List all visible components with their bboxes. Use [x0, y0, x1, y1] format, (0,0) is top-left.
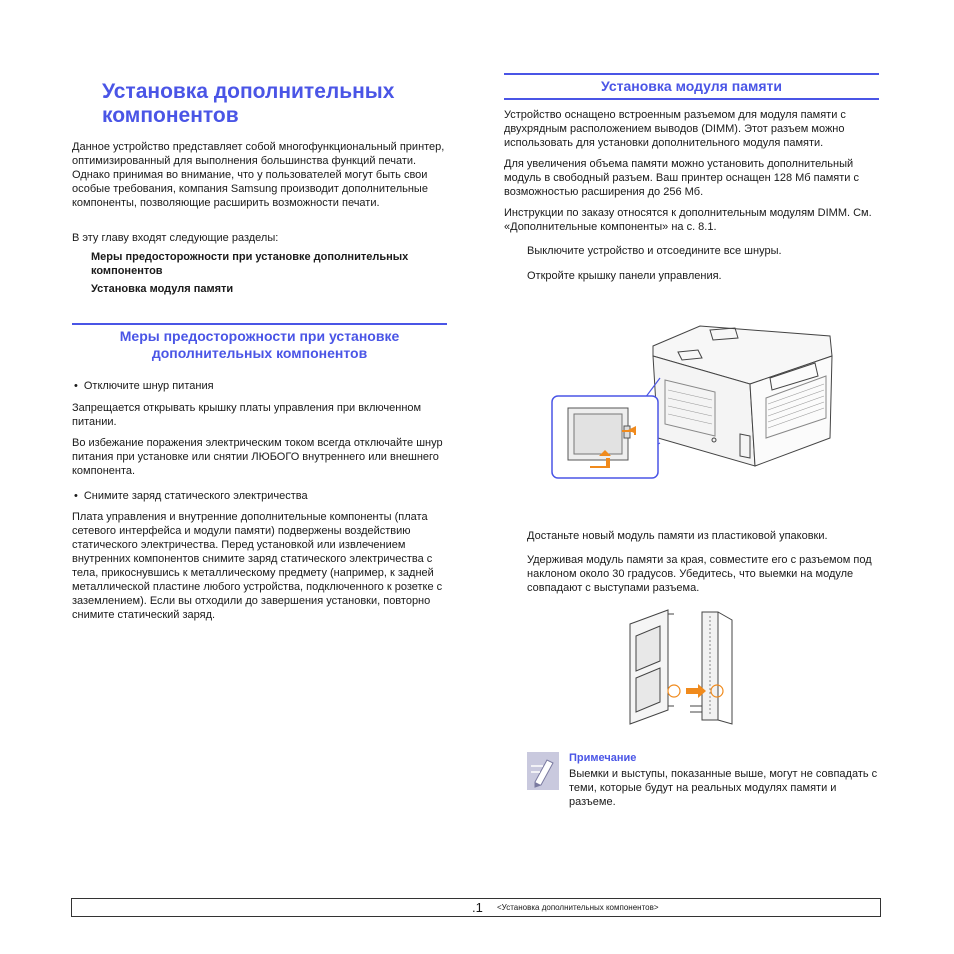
module-notch-marker [668, 685, 680, 697]
precaution-p3: Плата управления и внутренние дополнительные компоненты (плата сетевого интерфейса и модули памяти) подвержены воздействию статического электричества. Перед установкой или извлечением внутренних компонентов снимите заряд статического электричества с тела, прикоснувшись к металлическому предмету (например, к задней металлической пластине любого устройства, подключенного к розетке с заземлением). Если вы отходили до завершения установки, повторно снимите статический заряд. [72, 511, 443, 621]
footer-chapter: <Установка дополнительных компонентов> [497, 903, 659, 912]
printer-illustration [550, 318, 840, 484]
note-text: Выемки и выступы, показанные выше, могут не совпадать с теми, которые будут на реальных модулях памяти и разъеме. [569, 768, 878, 808]
toc-item-memory[interactable]: Установка модуля памяти [91, 283, 234, 295]
sections-intro: В эту главу входят следующие разделы: [72, 232, 279, 244]
precaution-p1: Запрещается открывать крышку платы управления при включенном питании. [72, 402, 422, 428]
bullet-static: • Снимите заряд статического электричества [74, 489, 308, 503]
precautions-heading: Меры предосторожности при установке дополнительных компонентов [72, 323, 447, 362]
note-title: Примечание [569, 752, 637, 764]
page-number: .1 [472, 900, 483, 915]
step-1: Выключите устройство и отсоедините все шнуры. [527, 245, 782, 257]
memory-p1: Устройство оснащено встроенным разъемом для модуля памяти с двухрядным расположением выводов (DIMM). Этот разъем можно использовать для установки дополнительного модуля памяти. [504, 109, 846, 149]
page-footer [71, 898, 881, 917]
step-3: Достаньте новый модуль памяти из пластиковой упаковки. [527, 530, 828, 542]
step-2: Откройте крышку панели управления. [527, 270, 722, 282]
memory-p3: Инструкции по заказу относятся к дополнительным модулям DIMM. См. «Дополнительные компоненты» на с. 8.1. [504, 207, 872, 233]
memory-p2: Для увеличения объема памяти можно установить дополнительный модуль в свободный разъем. Ваш принтер оснащен 128 Мб памяти с возможностью расширения до 256 Мб. [504, 158, 859, 198]
memory-module-illustration [620, 606, 750, 730]
intro-paragraph: Данное устройство представляет собой многофункциональный принтер, оптимизированный для выполнения большинства функций печати. Однако принимая во внимание, что у пользователей могут быть свои особые требования, компания Samsung производит дополнительные компоненты, позволяющие расширить возможности печати. [72, 141, 445, 209]
note-pencil-icon [527, 752, 559, 790]
precaution-p2: Во избежание поражения электрическим током всегда отключайте шнур питания при установке или снятии ЛЮБОГО внутреннего или внешнего компонента. [72, 437, 443, 477]
memory-heading: Установка модуля памяти [504, 73, 879, 100]
step-4: Удерживая модуль памяти за края, совместите его с разъемом под наклоном около 30 градусов. Убедитесь, что выемки на модуле совпадают с выступами разъема. [527, 554, 872, 594]
page-title: Установка дополнительных компонентов [102, 80, 395, 127]
bullet-power-cord: • Отключите шнур питания [74, 379, 214, 393]
toc-item-precautions[interactable]: Меры предосторожности при установке дополнительных компонентов [91, 251, 409, 277]
